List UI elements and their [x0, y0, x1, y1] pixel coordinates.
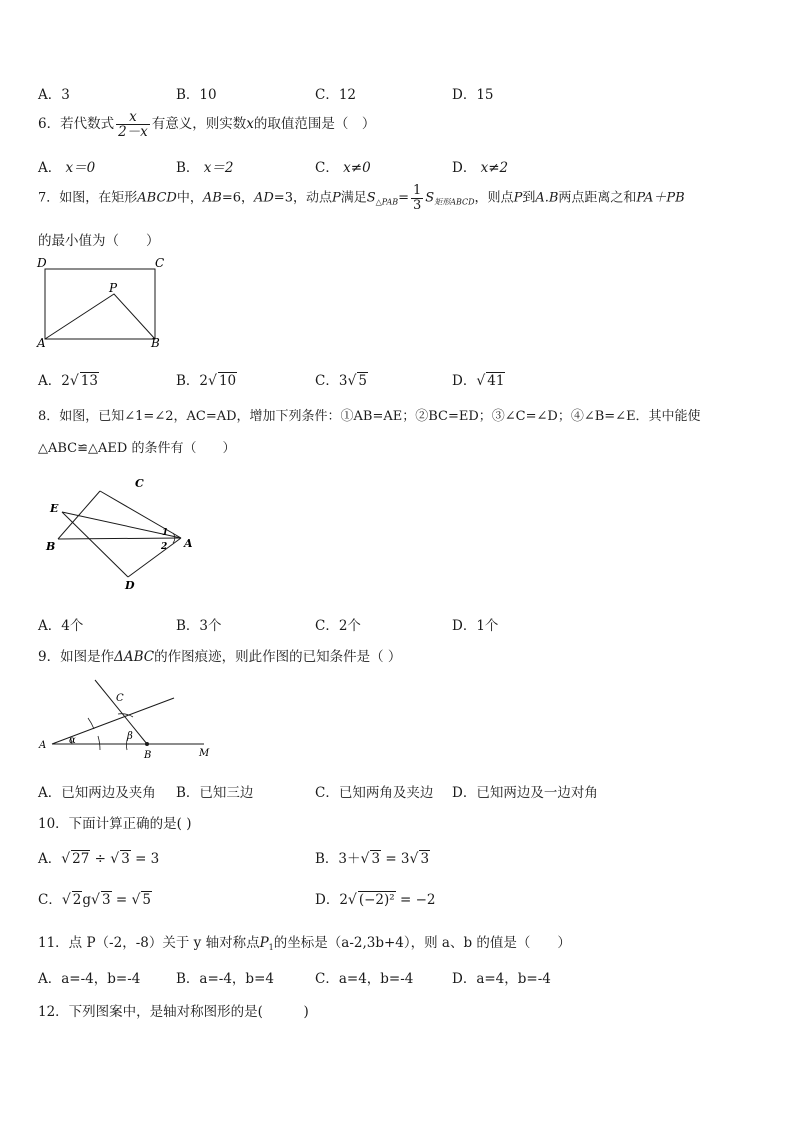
- q7-d-label: D．: [452, 373, 477, 389]
- q8-angle-2: 2: [161, 542, 168, 552]
- q8-label-b: B: [46, 540, 56, 553]
- radical-icon: √: [208, 373, 217, 389]
- q7-s: S: [366, 190, 376, 206]
- radical-icon: √: [131, 892, 141, 908]
- q10-d-radicand: (−2)²: [358, 892, 395, 908]
- q7-ab2: A.B: [535, 190, 559, 206]
- q7-d-radicand: 41: [487, 373, 505, 389]
- q7-eq: =: [398, 190, 410, 206]
- q9-label-a: A: [39, 740, 47, 751]
- q9-label-alpha: α: [69, 735, 76, 746]
- q7-option-d: [452, 369, 505, 389]
- q10-option-b: [315, 847, 430, 867]
- q10-a-op: ÷: [90, 851, 111, 867]
- q7-a-coef: 2: [61, 373, 70, 389]
- q10-a-result: = 3: [130, 851, 160, 867]
- q8-option-b: B．3个: [176, 618, 222, 634]
- q10-a-rad2: 3: [121, 851, 130, 867]
- q7-frac-num: 1: [413, 183, 422, 198]
- q11-p1-sub: 1: [268, 943, 274, 952]
- q10-a-label: A．: [38, 851, 62, 867]
- q10-d-result: = −2: [395, 892, 436, 908]
- q10-a-rad1: 27: [72, 851, 90, 867]
- radical-icon: √: [61, 851, 71, 867]
- q7-label-b: B: [151, 336, 160, 350]
- q11-text-pre: 11．点 P（-2，-8）关于 y 轴对称点: [38, 935, 260, 951]
- radical-icon: √: [91, 892, 100, 908]
- q9-label-m: M: [199, 748, 210, 759]
- q6-option-d: [452, 156, 508, 176]
- radical-icon: √: [409, 851, 419, 867]
- radical-icon: √: [476, 373, 486, 389]
- q10-question: 10．下面计算正确的是( ): [38, 816, 192, 832]
- q10-option-d: [315, 888, 436, 908]
- q7-a-radicand: 13: [80, 373, 98, 389]
- q6-text-post: 的取值范围是（ ）: [253, 116, 376, 133]
- q6-question: [38, 110, 375, 139]
- q10-c-eq: =: [111, 892, 132, 908]
- q9-figure: [36, 676, 216, 764]
- q10-b-eq: = 3: [381, 851, 410, 867]
- q7-label-a: A: [37, 336, 46, 350]
- q7-ad: AD: [253, 190, 274, 206]
- q10-d-label: D．: [315, 892, 340, 908]
- q7-label-d: D: [37, 256, 47, 270]
- q7-c-coef: 3: [338, 373, 348, 389]
- q10-b-rad1: 3: [371, 851, 381, 867]
- q6-d-label: D．: [452, 160, 477, 176]
- q7-s2-sub: 矩形ABCD: [434, 197, 475, 207]
- q9-option-a: A．已知两边及夹角: [38, 785, 156, 801]
- q8-option-a: A．4个: [38, 618, 84, 634]
- q10-option-c: [38, 888, 152, 908]
- q7-a-label: A．: [38, 373, 62, 389]
- q8-label-c: C: [135, 477, 144, 490]
- radical-icon: √: [61, 892, 71, 908]
- q8-line-da: [128, 538, 181, 577]
- q9-option-b: B．已知三边: [176, 785, 254, 801]
- q7-p2: P: [513, 190, 523, 206]
- radical-icon: √: [347, 892, 357, 908]
- q6-option-b: [176, 156, 233, 176]
- q10-c-rad3: 5: [142, 892, 151, 908]
- q8-label-a: A: [184, 537, 193, 550]
- q7-question-line2: 的最小值为（ ）: [38, 233, 160, 249]
- q10-b-pre: 3＋: [338, 851, 361, 867]
- q8-line-cb: [58, 491, 100, 539]
- q8-line-ba: [58, 538, 181, 539]
- q5-option-a: A．3: [38, 87, 70, 103]
- q7-ab: AB: [202, 190, 222, 206]
- q10-d-coef: 2: [339, 892, 348, 908]
- q10-option-a: [38, 847, 159, 867]
- q7-frac-den: 3: [413, 197, 422, 213]
- q6-text-mid: 有意义，则实数: [151, 116, 247, 133]
- q7-t4: ，则点: [474, 190, 514, 206]
- q9-text-pre: 9．如图是作: [38, 649, 115, 665]
- q6-option-c: [315, 156, 371, 176]
- q7-c-radicand: 5: [358, 373, 367, 389]
- q8-option-c: C．2个: [315, 618, 361, 634]
- q7-b-radicand: 10: [218, 373, 237, 389]
- q7-s-sub: △PAB: [375, 197, 399, 207]
- q9-triangle: ΔABC: [114, 649, 155, 665]
- q9-label-b: B: [144, 750, 152, 761]
- q6-frac-den: 2－x: [118, 124, 148, 141]
- q7-triangle-pab: [45, 294, 155, 339]
- q10-c-label: C．: [38, 892, 62, 908]
- q7-eq6: =6，: [221, 190, 254, 206]
- q7-t3: 满足: [340, 190, 367, 206]
- q9-point-b: [145, 742, 149, 746]
- q7-eq3: =3，动点: [273, 190, 332, 206]
- q11-option-b: B．a=-4，b=4: [176, 971, 274, 987]
- q11-option-d: D．a=4，b=-4: [452, 971, 551, 987]
- q10-c-g: g: [82, 892, 92, 908]
- q7-figure: [34, 254, 174, 350]
- q8-angle-1: 1: [162, 528, 169, 538]
- q10-c-rad1: 2: [72, 892, 82, 908]
- q7-abcd: ABCD: [137, 190, 177, 206]
- q6-var: x: [246, 116, 254, 133]
- q11-option-a: A．a=-4，b=-4: [38, 971, 141, 987]
- q6-fraction: [116, 110, 150, 139]
- q6-b-math: x＝2: [203, 160, 234, 176]
- q8-option-d: D．1个: [452, 618, 499, 634]
- q8-figure: [40, 475, 200, 595]
- q7-t6: 两点距离之和: [558, 190, 637, 206]
- q11-question: [38, 931, 571, 952]
- q10-c-rad2: 3: [101, 892, 111, 908]
- q5-option-b: B．10: [176, 87, 217, 103]
- q9-option-c: C．已知两角及夹边: [315, 785, 434, 801]
- q11-text-post: 的坐标是（a-2,3b+4），则 a、b 的值是（ ）: [273, 935, 571, 951]
- q11-p1: P: [259, 935, 269, 951]
- q6-frac-num: x: [116, 110, 150, 125]
- q5-option-d: D．15: [452, 87, 494, 103]
- q9-arc-1: [98, 736, 100, 750]
- q6-a-math: x＝0: [65, 160, 96, 176]
- q9-text-post: 的作图痕迹，则此作图的已知条件是（ ）: [154, 649, 402, 665]
- q7-option-a: [38, 369, 99, 389]
- q6-c-label: C．: [315, 160, 339, 176]
- q7-label-c: C: [155, 256, 165, 270]
- q8-line-ca: [100, 491, 181, 538]
- q7-t1: 7．如图，在矩形: [38, 190, 138, 206]
- q7-b-label: B．: [176, 373, 200, 389]
- q7-s2: S: [425, 190, 435, 206]
- q6-a-label: A．: [38, 160, 62, 176]
- q6-d-math: x≠2: [480, 160, 509, 176]
- q8-label-d: D: [125, 579, 135, 592]
- q7-p: P: [331, 190, 341, 206]
- q7-label-p: P: [109, 281, 118, 295]
- q10-b-rad2: 3: [420, 851, 430, 867]
- q11-option-c: C．a=4，b=-4: [315, 971, 414, 987]
- q8-question-line1: 8．如图，已知∠1=∠2，AC=AD，增加下列条件：①AB=AE；②BC=ED；③∠C=∠D；④∠B=∠E．其中能使: [38, 409, 701, 424]
- q9-question: [38, 645, 401, 665]
- q7-papb: PA＋PB: [636, 190, 685, 206]
- q8-label-e: E: [50, 502, 59, 515]
- q7-question-line1: [38, 184, 685, 212]
- q6-c-math: x≠0: [343, 160, 371, 176]
- radical-icon: √: [360, 851, 370, 867]
- q7-option-c: [315, 369, 368, 389]
- q7-t5: 到: [522, 190, 536, 206]
- q9-label-beta: β: [127, 731, 133, 742]
- q6-b-label: B．: [176, 160, 200, 176]
- q8-line-ed: [62, 512, 128, 577]
- q7-fraction: [411, 184, 423, 212]
- q12-question: 12．下列图案中，是轴对称图形的是( ): [38, 1004, 309, 1020]
- q9-option-d: D．已知两边及一边对角: [452, 785, 598, 801]
- q6-option-a: [38, 156, 95, 176]
- q8-question-line2: △ABC≌△AED 的条件有（ ）: [38, 441, 236, 456]
- radical-icon: √: [69, 373, 79, 389]
- radical-icon: √: [110, 851, 120, 867]
- q9-line-bc: [95, 680, 147, 744]
- q6-text-pre: 6．若代数式: [38, 116, 115, 133]
- q9-arc-3: [88, 718, 94, 729]
- q7-c-label: C．: [315, 373, 339, 389]
- q7-t2: 中，: [176, 190, 203, 206]
- q9-label-c: C: [116, 693, 124, 704]
- q5-option-c: C．12: [315, 87, 357, 103]
- q7-option-b: [176, 369, 237, 389]
- radical-icon: √: [347, 373, 357, 389]
- q7-b-coef: 2: [199, 373, 209, 389]
- q10-b-label: B．: [315, 851, 339, 867]
